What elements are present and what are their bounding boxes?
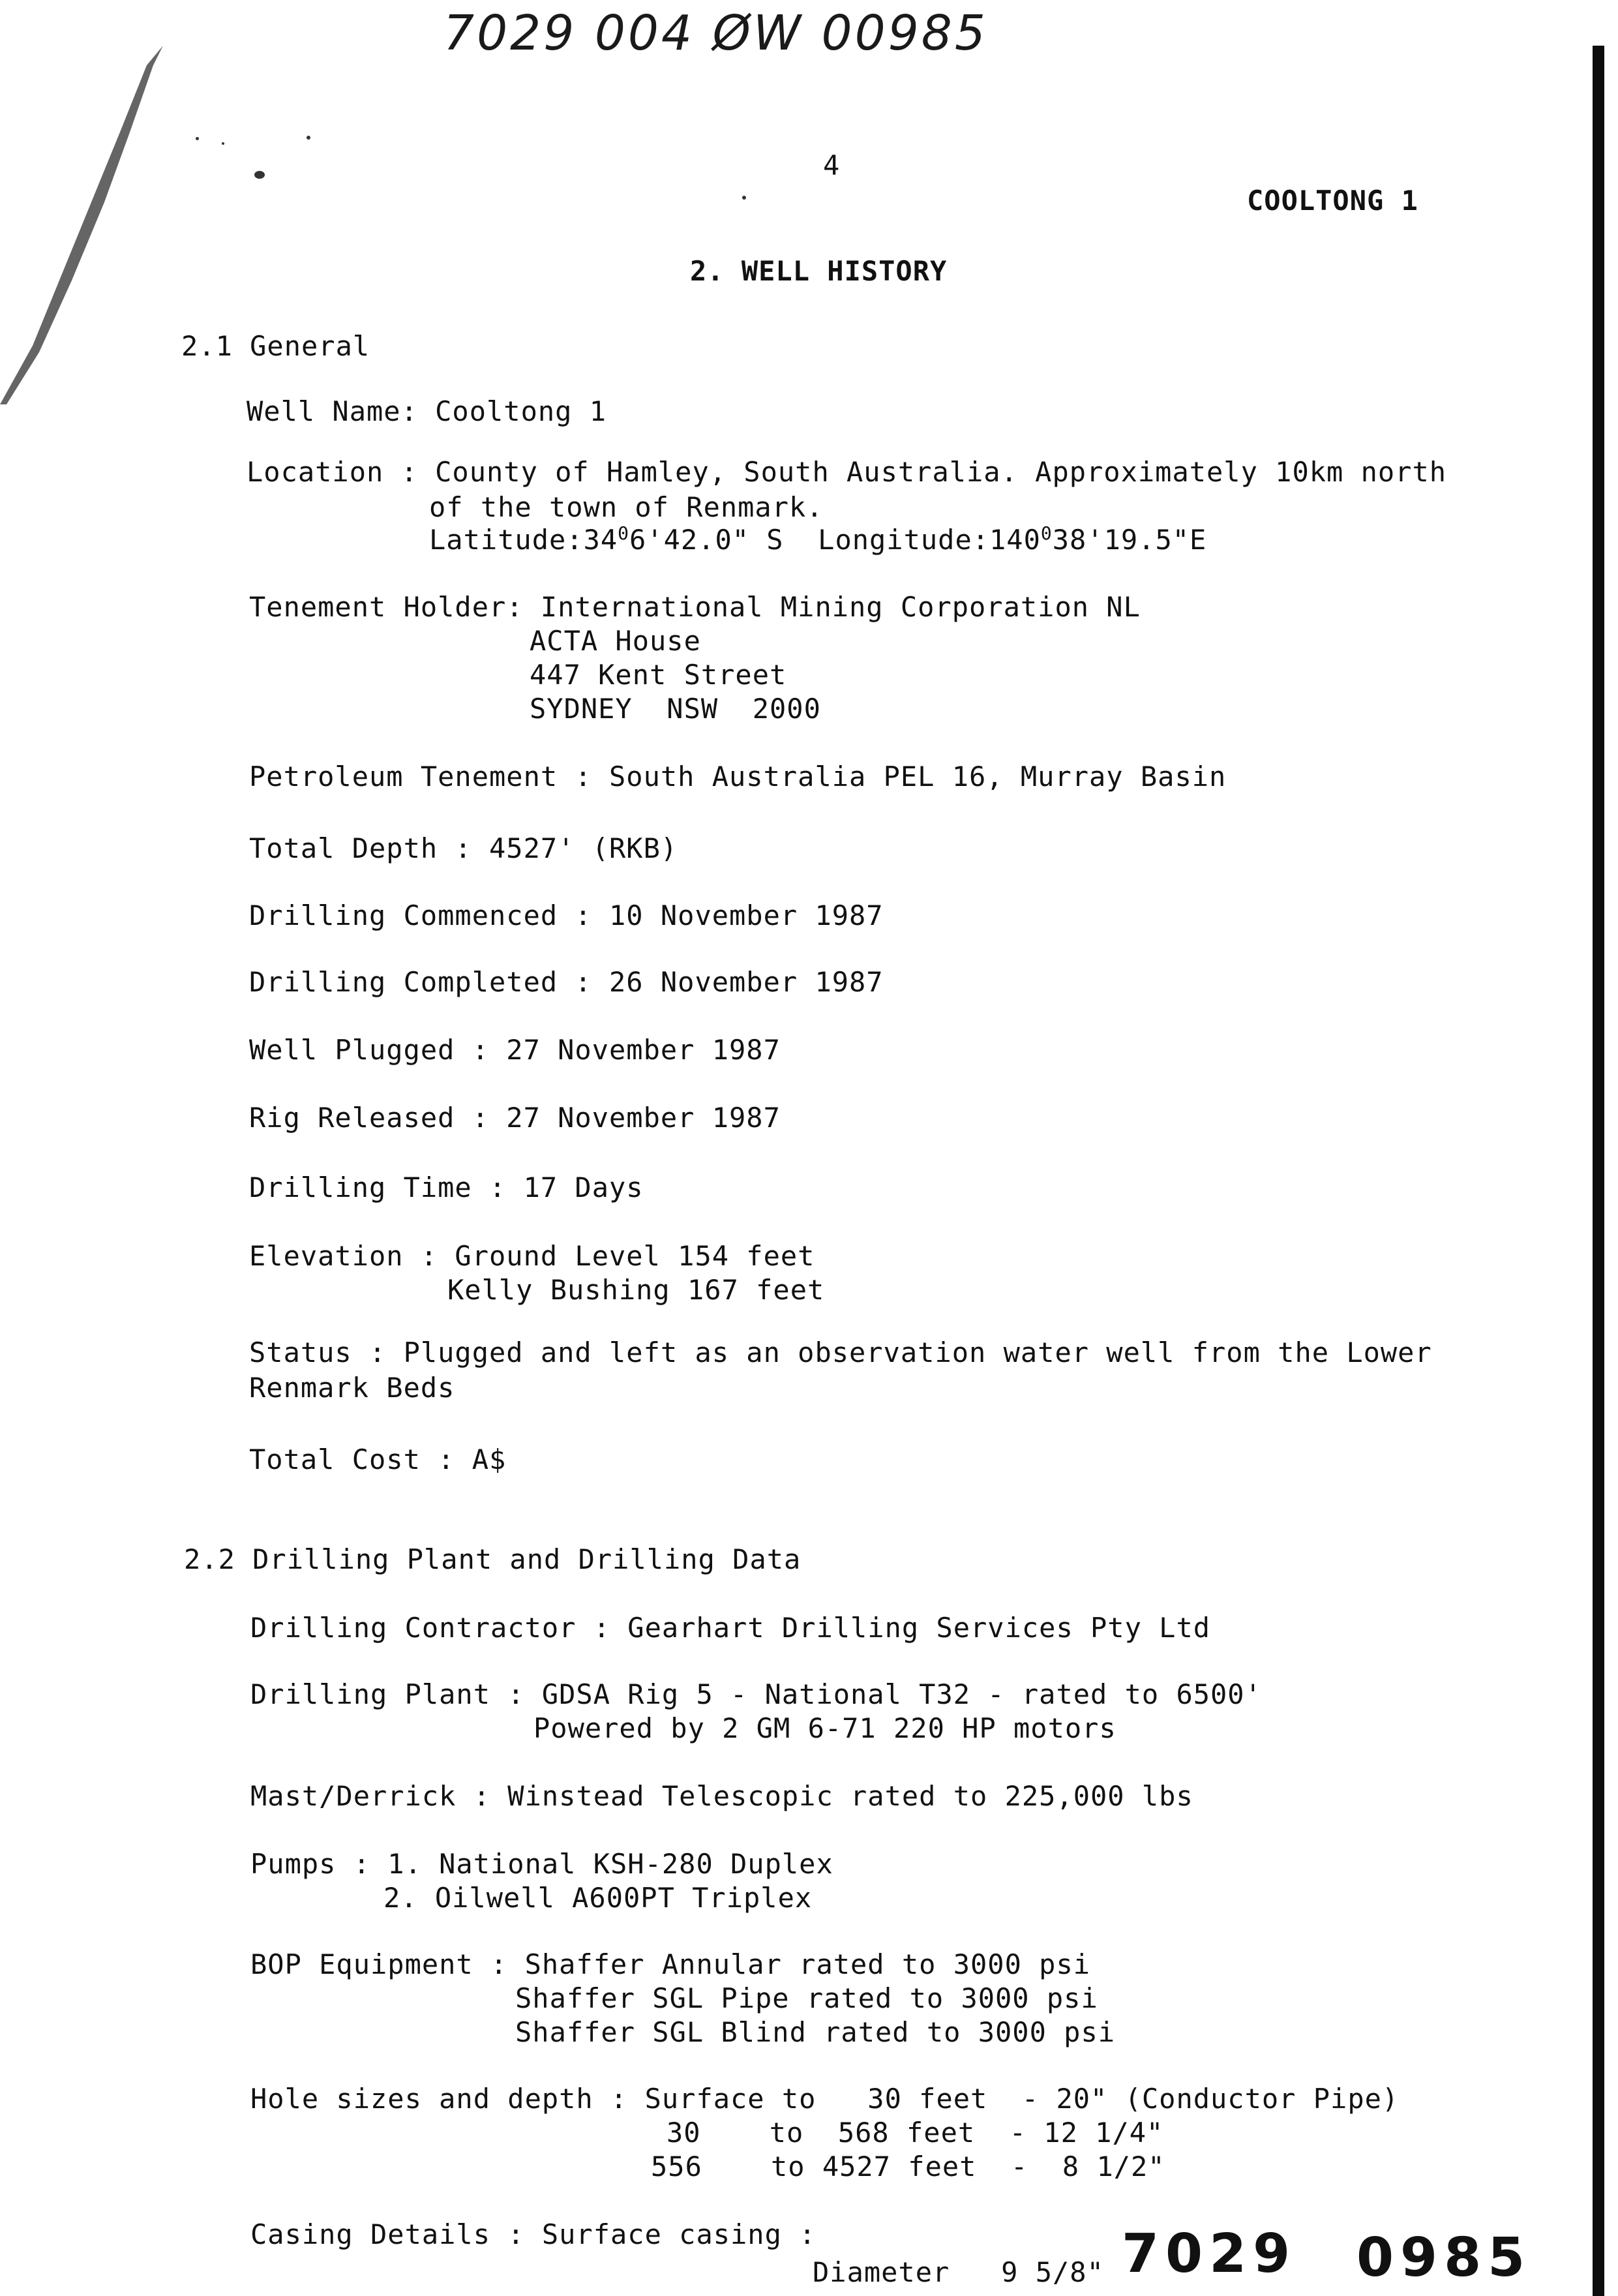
handwritten-reference: 7029 004 ØW 00985 (443, 5, 988, 61)
tenement-holder-line-2: ACTA House (530, 625, 701, 657)
bop-line-1: BOP Equipment : Shaffer Annular rated to 3000 psi (250, 1948, 1091, 1980)
drilling-plant-line-2: Powered by 2 GM 6-71 220 HP motors (533, 1712, 1116, 1744)
well-name: Well Name: Cooltong 1 (247, 395, 607, 427)
scan-edge-bar (1593, 46, 1604, 2296)
scan-speck (196, 137, 199, 140)
tenement-holder-line-4: SYDNEY NSW 2000 (530, 693, 821, 725)
petroleum-tenement: Petroleum Tenement : South Australia PEL 16, Murray Basin (249, 761, 1227, 793)
drilling-heading: 2.2 Drilling Plant and Drilling Data (184, 1543, 802, 1575)
mast-derrick: Mast/Derrick : Winstead Telescopic rated to 225,000 lbs (250, 1780, 1193, 1812)
tenement-holder-line-3: 447 Kent Street (530, 659, 787, 691)
casing-details: Casing Details : Surface casing : (250, 2218, 816, 2250)
hole-sizes-line-3: 556 to 4527 feet - 8 1/2" (651, 2151, 1165, 2183)
drilling-plant-line-1: Drilling Plant : GDSA Rig 5 - National T32 - rated to 6500' (250, 1678, 1262, 1710)
page-number: 4 (823, 149, 841, 181)
footer-stamp-left: 7029 (1122, 2223, 1297, 2285)
drilling-completed: Drilling Completed : 26 November 1987 (249, 966, 884, 998)
footer-stamp-right: 0985 (1356, 2227, 1532, 2289)
scan-speck (222, 142, 224, 145)
well-code-header: COOLTONG 1 (1247, 185, 1418, 217)
drilling-time: Drilling Time : 17 Days (249, 1171, 644, 1203)
scan-speck (742, 196, 746, 200)
total-depth: Total Depth : 4527' (RKB) (249, 832, 678, 864)
section-title: 2. WELL HISTORY (690, 255, 948, 287)
bop-line-3: Shaffer SGL Blind rated to 3000 psi (515, 2016, 1116, 2048)
tenement-holder-line-1: Tenement Holder: International Mining Corporation NL (249, 591, 1141, 623)
scan-speck (307, 136, 310, 140)
total-cost: Total Cost : A$ (249, 1443, 507, 1475)
bop-line-2: Shaffer SGL Pipe rated to 3000 psi (515, 1982, 1098, 2014)
drilling-commenced: Drilling Commenced : 10 November 1987 (249, 899, 884, 931)
pumps-line-1: Pumps : 1. National KSH-280 Duplex (250, 1848, 833, 1880)
rig-released: Rig Released : 27 November 1987 (249, 1102, 781, 1134)
status-line-1: Status : Plugged and left as an observation water well from the Lower (249, 1337, 1432, 1368)
elevation-line-2: Kelly Bushing 167 feet (447, 1274, 825, 1306)
location-line-2: of the town of Renmark. (429, 491, 824, 523)
hole-sizes-line-2: 30 to 568 feet - 12 1/4" (667, 2117, 1164, 2149)
drilling-contractor: Drilling Contractor : Gearhart Drilling Services Pty Ltd (250, 1612, 1211, 1644)
hole-sizes-line-1: Hole sizes and depth : Surface to 30 feet - 20" (Conductor Pipe) (250, 2083, 1400, 2115)
well-plugged: Well Plugged : 27 November 1987 (249, 1034, 781, 1066)
pumps-line-2: 2. Oilwell A600PT Triplex (383, 1882, 813, 1914)
scan-speck (254, 171, 265, 179)
location-line-1: Location : County of Hamley, South Australia. Approximately 10km north (247, 456, 1447, 488)
elevation-line-1: Elevation : Ground Level 154 feet (249, 1240, 815, 1272)
coordinates-line: $Latitude:34^06'42.0$" S $Longitude:140^038'19.5"E$ (429, 522, 1207, 556)
general-heading: 2.1 General (181, 330, 370, 362)
casing-diameter: Diameter 9 5/8" (813, 2256, 1104, 2288)
status-line-2: Renmark Beds (249, 1372, 455, 1404)
